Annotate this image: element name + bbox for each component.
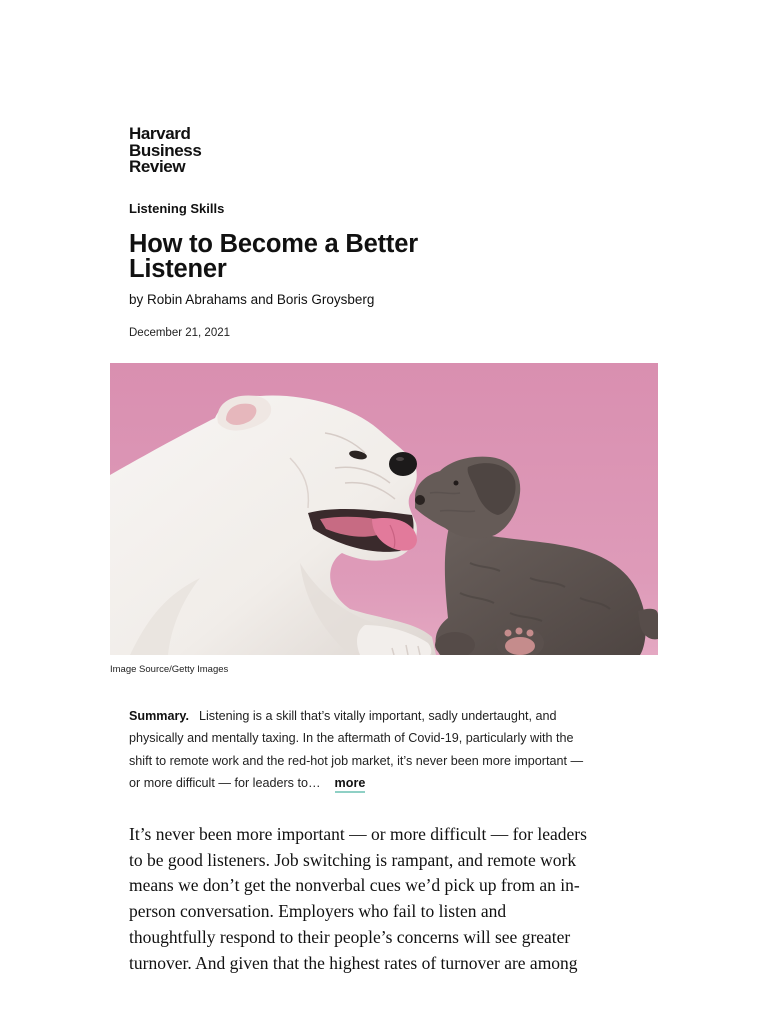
publish-date: December 21, 2021 (129, 327, 231, 339)
summary-text: or more difficult — for leaders to… (129, 775, 321, 790)
author-link-1[interactable]: Robin Abrahams (147, 292, 247, 307)
topic-link[interactable]: Listening Skills (129, 201, 225, 216)
byline-conjunction: and (250, 292, 274, 307)
hbr-logo[interactable] (129, 126, 201, 176)
logo-line-business: Business (129, 140, 202, 160)
article-body (129, 822, 587, 976)
more-link[interactable]: more (335, 776, 366, 793)
summary-line (129, 772, 583, 794)
author-link-2[interactable]: Boris Groysberg (276, 292, 375, 307)
hero-image (110, 363, 658, 655)
body-line: to be good listeners. Job switching is rampant, and remote work (129, 849, 577, 870)
byline-prefix: by (129, 292, 144, 307)
body-line: turnover. And given that the highest rates of turnover are among (129, 952, 578, 973)
plush-paw-pad (505, 637, 535, 655)
logo-line-review: Review (129, 157, 186, 176)
summary-text: Listening is a skill that’s vitally important, sadly undertaught, and (198, 709, 557, 723)
bulldog-nose (389, 452, 417, 476)
body-line: means we don’t get the nonverbal cues we’d pick up from an in- (129, 875, 580, 896)
body-line: person conversation. Employers who fail to listen and (129, 901, 507, 922)
body-line: It’s never been more important — or more difficult — for leaders (129, 824, 587, 844)
article-summary (129, 705, 583, 794)
logo-line-harvard: Harvard (129, 124, 191, 143)
plush-nose (415, 495, 425, 505)
plush-eye (454, 481, 459, 486)
byline (129, 291, 374, 308)
summary-line: shift to remote work and the red-hot job market, it’s never been more important — (129, 753, 584, 768)
body-line: thoughtfully respond to their people’s concerns will see greater (129, 926, 571, 947)
summary-label: Summary. (129, 709, 189, 723)
summary-line: physically and mentally taxing. In the aftermath of Covid-19, particularly with the (129, 731, 574, 746)
image-caption: Image Source/Getty Images (110, 664, 229, 675)
article-title: How to Become a Better Listener (129, 230, 418, 283)
summary-line (129, 705, 583, 727)
